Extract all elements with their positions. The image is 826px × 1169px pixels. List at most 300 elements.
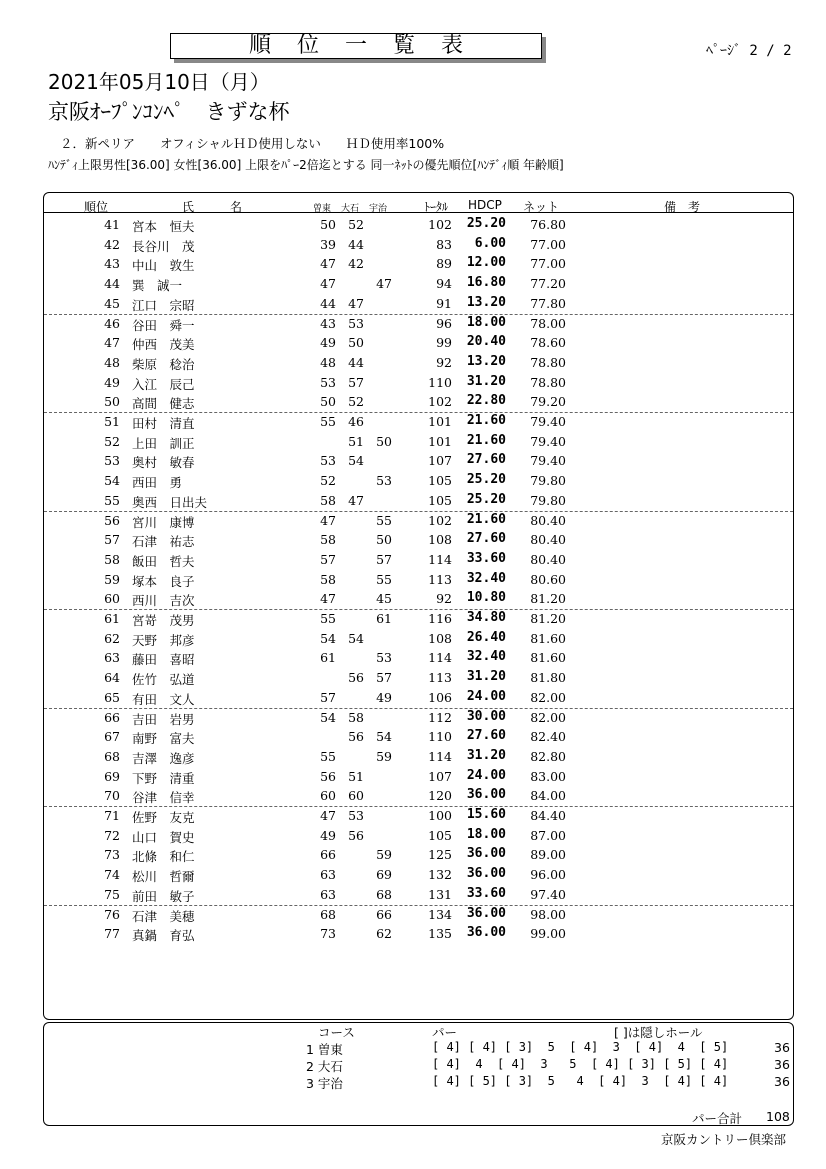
cell-name: 前田 敏子 [132, 888, 195, 904]
table-row [44, 786, 793, 806]
cell-s3: 68 [376, 886, 392, 902]
cell-name: 西田 勇 [132, 475, 183, 491]
cell-net: 82.40 [530, 729, 566, 745]
table-row [44, 885, 793, 905]
cell-total: 102 [428, 217, 452, 232]
cell-name: 南野 富夫 [132, 731, 195, 747]
cell-net: 83.00 [530, 768, 566, 784]
table-row [44, 570, 793, 590]
cell-s2: 47 [348, 295, 364, 311]
cell-rank: 57 [104, 532, 120, 548]
table-row [44, 550, 793, 570]
course-par-sum: 36 [774, 1057, 790, 1072]
header-remarks: 備 考 [664, 200, 701, 214]
cell-rank: 63 [104, 650, 120, 666]
cell-rank: 51 [104, 414, 120, 429]
course-par-sum: 36 [774, 1040, 790, 1055]
cell-hdcp: 27.60 [466, 452, 506, 468]
cell-hdcp: 34.80 [466, 610, 506, 625]
cell-s1: 50 [320, 394, 336, 410]
cell-net: 99.00 [530, 926, 566, 942]
cell-s3: 57 [376, 670, 392, 686]
cell-s2: 51 [348, 768, 364, 784]
cell-total: 91 [436, 295, 452, 311]
cell-hdcp: 36.00 [466, 925, 506, 941]
table-row [44, 648, 793, 668]
cell-hdcp: 25.20 [466, 472, 506, 488]
cell-net: 79.20 [530, 394, 566, 410]
cell-s3: 55 [376, 512, 392, 528]
cell-hdcp: 31.20 [466, 373, 506, 389]
table-row [44, 471, 793, 491]
cell-name: 天野 邦彦 [132, 632, 195, 648]
cell-s2: 46 [348, 414, 364, 429]
cell-name: 奥西 日出夫 [132, 494, 208, 510]
cell-s1: 55 [320, 748, 336, 764]
cell-s2: 47 [348, 492, 364, 508]
par-header: パー [432, 1025, 458, 1040]
header-course2: 大石 [341, 204, 360, 214]
cell-net: 84.40 [530, 808, 566, 823]
cell-rank: 62 [104, 630, 120, 646]
cell-net: 80.60 [530, 571, 566, 587]
cell-rank: 58 [104, 551, 120, 567]
cell-s3: 55 [376, 571, 392, 587]
cell-name: 田村 清直 [132, 416, 195, 431]
cell-s1: 49 [320, 335, 336, 351]
cell-s1: 55 [320, 414, 336, 429]
header-rank: 順位 [84, 200, 109, 214]
header-course1: 曽東 [313, 204, 332, 214]
cell-s1: 47 [320, 591, 336, 607]
cell-net: 81.60 [530, 630, 566, 646]
cell-hdcp: 33.60 [466, 885, 506, 901]
cell-total: 114 [428, 551, 452, 567]
header-name: 氏 名 [182, 200, 243, 214]
conditions-line-2: ﾊﾝﾃﾞｨ上限男性[36.00] 女性[36.00] 上限をﾊﾟｰ2倍迄とする 同一ﾈｯﾄの優先順位[ﾊﾝﾃﾞｨ順 年齢順] [48, 158, 564, 172]
cell-s2: 56 [348, 827, 364, 843]
cell-rank: 52 [104, 433, 120, 449]
table-row [44, 668, 793, 688]
cell-rank: 66 [104, 709, 120, 725]
cell-name: 有田 文人 [132, 691, 195, 707]
cell-rank: 67 [104, 729, 120, 745]
cell-s2: 54 [348, 630, 364, 646]
cell-net: 79.40 [530, 453, 566, 469]
cell-net: 82.80 [530, 748, 566, 764]
cell-rank: 50 [104, 394, 120, 410]
cell-total: 83 [436, 236, 452, 252]
cell-s1: 57 [320, 689, 336, 705]
cell-total: 94 [436, 276, 452, 292]
cell-rank: 69 [104, 768, 120, 784]
cell-net: 89.00 [530, 847, 566, 863]
cell-name: 巽 誠一 [132, 278, 183, 294]
table-row [44, 412, 793, 432]
cell-s2: 60 [348, 788, 364, 804]
cell-rank: 45 [104, 295, 120, 311]
cell-s2: 52 [348, 394, 364, 410]
course-name: 1 曽東 [306, 1042, 343, 1057]
cell-hdcp: 25.20 [466, 491, 506, 507]
course-holes: [ 4] 4 [ 4] 3 5 [ 4] [ 3] [ 5] [ 4] [432, 1057, 729, 1071]
cell-net: 96.00 [530, 867, 566, 883]
cell-total: 134 [428, 906, 452, 922]
cell-total: 114 [428, 650, 452, 666]
cell-name: 北條 和仁 [132, 849, 195, 865]
cell-hdcp: 18.00 [466, 826, 506, 842]
cell-rank: 55 [104, 492, 120, 508]
cell-name: 仲西 茂美 [132, 337, 195, 353]
cell-total: 113 [428, 571, 452, 587]
cell-name: 佐野 友克 [132, 810, 195, 825]
cell-hdcp: 22.80 [466, 393, 506, 409]
cell-s1: 55 [320, 611, 336, 626]
hidden-hole-note: [ ]は隠しホール [614, 1025, 703, 1040]
cell-net: 81.20 [530, 611, 566, 626]
table-row [44, 708, 793, 728]
cell-s1: 73 [320, 926, 336, 942]
cell-name: 吉田 岩男 [132, 711, 195, 727]
course-holes: [ 4] [ 5] [ 3] 5 4 [ 4] 3 [ 4] [ 4] [432, 1074, 729, 1088]
cell-net: 82.00 [530, 689, 566, 705]
cell-net: 78.60 [530, 335, 566, 351]
page-number: ﾍﾟｰｼﾞ 2 / 2 [706, 43, 792, 59]
table-row [44, 235, 793, 255]
table-row [44, 826, 793, 846]
cell-s2: 44 [348, 236, 364, 252]
cell-total: 132 [428, 867, 452, 883]
cell-name: 宮本 恒夫 [132, 219, 195, 234]
cell-net: 79.40 [530, 414, 566, 429]
cell-total: 112 [428, 709, 452, 725]
cell-net: 77.20 [530, 276, 566, 292]
cell-s1: 53 [320, 453, 336, 469]
cell-s1: 58 [320, 571, 336, 587]
cell-total: 105 [428, 492, 452, 508]
cell-name: 入江 辰己 [132, 376, 195, 392]
cell-name: 下野 清重 [132, 770, 195, 786]
table-row [44, 727, 793, 747]
competition-name: 京阪ｵｰﾌﾟﾝｺﾝﾍﾟ きずな杯 [48, 100, 290, 124]
cell-s2: 51 [348, 433, 364, 449]
cell-name: 石津 美穂 [132, 908, 195, 924]
cell-s3: 59 [376, 847, 392, 863]
header-net: ネット [523, 200, 560, 214]
cell-hdcp: 26.40 [466, 629, 506, 645]
cell-rank: 47 [104, 335, 120, 351]
cell-s1: 61 [320, 650, 336, 666]
table-row [44, 747, 793, 767]
cell-net: 76.80 [530, 217, 566, 232]
cell-hdcp: 27.60 [466, 531, 506, 547]
cell-rank: 42 [104, 236, 120, 252]
cell-s1: 52 [320, 473, 336, 489]
cell-rank: 72 [104, 827, 120, 843]
club-name: 京阪カントリー倶楽部 [660, 1132, 786, 1147]
cell-total: 105 [428, 473, 452, 489]
cell-s3: 50 [376, 433, 392, 449]
par-total-label: パー合計 [692, 1111, 743, 1126]
cell-net: 79.40 [530, 433, 566, 449]
table-row [44, 432, 793, 452]
cell-s1: 68 [320, 906, 336, 922]
cell-net: 81.20 [530, 591, 566, 607]
cell-total: 107 [428, 453, 452, 469]
cell-rank: 74 [104, 867, 120, 883]
cell-s1: 58 [320, 492, 336, 508]
cell-hdcp: 24.00 [466, 767, 506, 783]
cell-name: 谷津 信幸 [132, 790, 195, 806]
cell-s3: 49 [376, 689, 392, 705]
cell-hdcp: 31.20 [466, 669, 506, 685]
table-row [44, 215, 793, 235]
table-row [44, 274, 793, 294]
cell-total: 110 [428, 729, 452, 745]
cell-rank: 48 [104, 354, 120, 370]
cell-hdcp: 18.00 [466, 314, 506, 330]
cell-net: 79.80 [530, 492, 566, 508]
cell-s3: 47 [376, 276, 392, 292]
cell-rank: 73 [104, 847, 120, 863]
cell-hdcp: 36.00 [466, 787, 506, 803]
cell-total: 101 [428, 433, 452, 449]
cell-total: 101 [428, 414, 452, 429]
cell-name: 藤田 喜昭 [132, 652, 195, 668]
cell-s1: 66 [320, 847, 336, 863]
cell-total: 110 [428, 374, 452, 390]
cell-s3: 57 [376, 551, 392, 567]
table-row [44, 865, 793, 885]
cell-total: 92 [436, 354, 452, 370]
header-total: ﾄｰﾀﾙ [424, 200, 449, 214]
cell-net: 97.40 [530, 886, 566, 902]
cell-name: 石津 祐志 [132, 534, 195, 550]
cell-hdcp: 25.20 [466, 216, 506, 231]
table-row [44, 845, 793, 865]
cell-hdcp: 15.60 [466, 807, 506, 822]
cell-net: 77.80 [530, 295, 566, 311]
cell-hdcp: 32.40 [466, 570, 506, 586]
cell-s3: 53 [376, 473, 392, 489]
cell-net: 78.80 [530, 374, 566, 390]
cell-name: 中山 敦生 [132, 258, 195, 274]
cell-s2: 42 [348, 256, 364, 272]
cell-hdcp: 33.60 [466, 550, 506, 566]
cell-rank: 75 [104, 886, 120, 902]
table-row [44, 688, 793, 708]
cell-hdcp: 6.00 [474, 235, 506, 251]
course-holes: [ 4] [ 4] [ 3] 5 [ 4] 3 [ 4] 4 [ 5] [432, 1040, 729, 1054]
cell-name: 吉澤 逸彦 [132, 750, 195, 766]
cell-total: 99 [436, 335, 452, 351]
cell-total: 113 [428, 670, 452, 686]
cell-s3: 61 [376, 611, 392, 626]
cell-net: 81.80 [530, 670, 566, 686]
cell-net: 80.40 [530, 532, 566, 548]
cell-s1: 39 [320, 236, 336, 252]
cell-s1: 44 [320, 295, 336, 311]
header-course3: 宇治 [369, 204, 388, 214]
table-row [44, 589, 793, 609]
cell-hdcp: 21.60 [466, 511, 506, 527]
cell-s1: 56 [320, 768, 336, 784]
cell-hdcp: 32.40 [466, 649, 506, 665]
cell-s3: 69 [376, 867, 392, 883]
cell-s1: 48 [320, 354, 336, 370]
cell-s1: 57 [320, 551, 336, 567]
cell-total: 116 [428, 611, 452, 626]
cell-net: 82.00 [530, 709, 566, 725]
cell-hdcp: 24.00 [466, 688, 506, 704]
cell-rank: 59 [104, 571, 120, 587]
cell-net: 84.00 [530, 788, 566, 804]
cell-hdcp: 21.60 [466, 413, 506, 428]
cell-s1: 58 [320, 532, 336, 548]
table-row [44, 629, 793, 649]
table-row [44, 373, 793, 393]
conditions-line-1: ２．新ペリア オフィシャルＨＤ使用しない ＨＤ使用率100% [60, 136, 445, 151]
cell-net: 80.40 [530, 512, 566, 528]
cell-net: 78.00 [530, 315, 566, 331]
cell-hdcp: 36.00 [466, 866, 506, 882]
cell-net: 78.80 [530, 354, 566, 370]
table-row [44, 767, 793, 787]
table-row [44, 806, 793, 826]
cell-rank: 56 [104, 512, 120, 528]
cell-s2: 56 [348, 670, 364, 686]
cell-name: 塚本 良子 [132, 573, 195, 589]
cell-net: 77.00 [530, 256, 566, 272]
course-name: 3 宇治 [306, 1076, 343, 1091]
cell-s1: 47 [320, 808, 336, 823]
cell-rank: 49 [104, 374, 120, 390]
cell-hdcp: 31.20 [466, 747, 506, 763]
cell-name: 長谷川 茂 [132, 238, 195, 254]
cell-s2: 54 [348, 453, 364, 469]
cell-total: 102 [428, 512, 452, 528]
cell-total: 108 [428, 532, 452, 548]
cell-s3: 45 [376, 591, 392, 607]
cell-s3: 66 [376, 906, 392, 922]
cell-name: 上田 訓正 [132, 435, 195, 451]
cell-net: 79.80 [530, 473, 566, 489]
cell-rank: 65 [104, 689, 120, 705]
cell-total: 105 [428, 827, 452, 843]
cell-rank: 64 [104, 670, 120, 686]
cell-s3: 59 [376, 748, 392, 764]
cell-name: 山口 賀史 [132, 829, 195, 845]
cell-rank: 68 [104, 748, 120, 764]
cell-hdcp: 27.60 [466, 728, 506, 744]
cell-s1: 63 [320, 886, 336, 902]
cell-s1: 47 [320, 276, 336, 292]
cell-total: 135 [428, 926, 452, 942]
cell-name: 西川 吉次 [132, 593, 195, 609]
cell-name: 谷田 舜一 [132, 317, 195, 333]
cell-rank: 77 [104, 926, 120, 942]
table-row [44, 511, 793, 531]
cell-s1: 54 [320, 709, 336, 725]
table-row [44, 333, 793, 353]
cell-name: 宮川 康博 [132, 514, 195, 530]
table-row [44, 924, 793, 944]
page-title: 順位一覧表 [248, 33, 489, 58]
course-name: 2 大石 [306, 1059, 343, 1074]
event-date: 2021年05月10日（月） [48, 70, 270, 94]
cell-total: 106 [428, 689, 452, 705]
cell-net: 77.00 [530, 236, 566, 252]
cell-name: 松川 哲爾 [132, 869, 195, 885]
cell-s1: 54 [320, 630, 336, 646]
cell-name: 飯田 哲夫 [132, 553, 195, 569]
cell-name: 真鍋 育弘 [132, 928, 195, 944]
table-row [44, 451, 793, 471]
cell-total: 114 [428, 748, 452, 764]
cell-name: 江口 宗昭 [132, 297, 195, 313]
cell-hdcp: 13.20 [466, 353, 506, 369]
cell-s2: 50 [348, 335, 364, 351]
table-row [44, 905, 793, 925]
course-par-sum: 36 [774, 1074, 790, 1089]
cell-s1: 60 [320, 788, 336, 804]
cell-total: 131 [428, 886, 452, 902]
cell-hdcp: 13.20 [466, 294, 506, 310]
table-row [44, 491, 793, 511]
cell-total: 92 [436, 591, 452, 607]
cell-rank: 61 [104, 611, 120, 626]
cell-rank: 41 [104, 217, 120, 232]
course-header: コース [318, 1025, 355, 1040]
cell-rank: 53 [104, 453, 120, 469]
table-row [44, 353, 793, 373]
header-divider [44, 212, 793, 213]
cell-total: 108 [428, 630, 452, 646]
cell-rank: 71 [104, 808, 120, 823]
cell-s2: 53 [348, 808, 364, 823]
cell-s3: 62 [376, 926, 392, 942]
table-row [44, 609, 793, 629]
cell-total: 100 [428, 808, 452, 823]
cell-hdcp: 12.00 [466, 255, 506, 271]
cell-s1: 43 [320, 315, 336, 331]
cell-rank: 44 [104, 276, 120, 292]
cell-rank: 70 [104, 788, 120, 804]
cell-s2: 56 [348, 729, 364, 745]
cell-rank: 54 [104, 473, 120, 489]
cell-s2: 44 [348, 354, 364, 370]
cell-net: 98.00 [530, 906, 566, 922]
cell-total: 120 [428, 788, 452, 804]
table-row [44, 314, 793, 334]
cell-s1: 47 [320, 512, 336, 528]
cell-s3: 50 [376, 532, 392, 548]
cell-total: 125 [428, 847, 452, 863]
cell-name: 佐竹 弘道 [132, 672, 195, 688]
cell-s2: 52 [348, 217, 364, 232]
table-row [44, 254, 793, 274]
cell-total: 89 [436, 256, 452, 272]
table-row [44, 294, 793, 314]
cell-name: 奥村 敏春 [132, 455, 195, 471]
cell-name: 柴原 稔治 [132, 356, 195, 372]
cell-rank: 60 [104, 591, 120, 607]
cell-hdcp: 16.80 [466, 275, 506, 291]
cell-net: 80.40 [530, 551, 566, 567]
cell-s3: 53 [376, 650, 392, 666]
cell-s1: 47 [320, 256, 336, 272]
cell-total: 96 [436, 315, 452, 331]
